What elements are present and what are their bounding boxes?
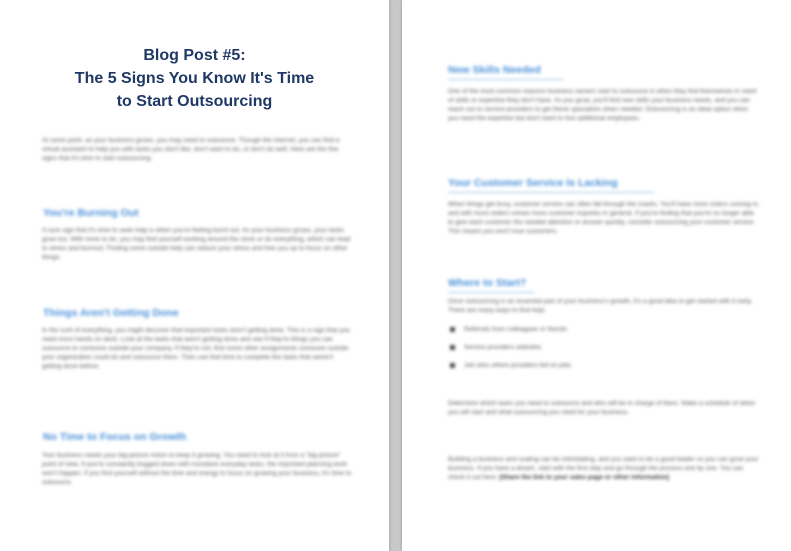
document-page-left: [0, 0, 389, 551]
closing-link-placeholder: [Share the link to your sales page or other information]: [499, 474, 670, 481]
section-heading: New Skills Needed: [448, 64, 541, 76]
list-item: [448, 325, 760, 334]
heading-underline: [448, 192, 654, 193]
bullet-icon: [450, 363, 455, 368]
section-paragraph: One of the most common reasons business owners start to outsource is when they find themselves in need of skills or expertise they don't have. As you grow, you'll find new skills your business needs, and you can reach out to service providers to get these specialists when needed. Outsourcing is an ideal option when you need the expertise but don't want to hire additional employees.: [448, 88, 757, 122]
bullet-icon: [450, 327, 455, 332]
document-page-right: [402, 0, 791, 551]
section-paragraph: A sure sign that it's time to seek help is when you're feeling burnt out. As your business grows, your tasks grow too. With more to do, you may find yourself working around the clock or do everything, which can lead to stress and burnout. Finding some outside help can reduce your stress and free you up to focus on other things.: [42, 227, 351, 261]
section-heading: Where to Start?: [448, 277, 527, 289]
section-paragraph: In the rush of everything, you might discover that important tasks aren't getting done. This is a sign that you need more hands on deck. Look at the tasks that aren't getting done and see if they're things you can outsource to someone outside your company. If they're not, find some other assignments someone outside your organization could do and outsource them. Then use that time to complete the tasks that weren't getting done before.: [42, 327, 350, 370]
section-heading: You're Burning Out: [43, 207, 139, 219]
bullet-list: [448, 325, 760, 379]
bullet-icon: [450, 345, 455, 350]
closing-paragraph: [448, 455, 760, 482]
list-item-text: Job sites where providers bid on jobs: [464, 362, 571, 369]
title-line: The 5 Signs You Know It's Time: [74, 70, 315, 87]
page-title: [30, 44, 359, 113]
title-line: to Start Outsourcing: [116, 93, 273, 110]
section-paragraph: Your business needs your big-picture vision to keep it growing. You need to look at it from a "big picture" point of view. If you're constantly bogged down with mundane everyday tasks, the important planning work won't happen. If you find yourself without the time and energy to focus on growing your business, it's time to outsource.: [42, 452, 352, 486]
heading-underline: [448, 79, 564, 80]
intro-paragraph: At some point, as your business grows, you may need to outsource. Though the internet, you can find a virtual assistant to help you with tasks you don't like, don't want to do, or don't do well. Here are the five signs that it's time to start outsourcing.: [42, 137, 340, 162]
section-heading: No Time to Focus on Growth: [43, 431, 187, 443]
section-paragraph: When things get busy, customer service can often fall through the cracks. You'll have more orders coming in, and with more orders comes more customer inquiries in general. If you're finding that you're no longer able to give each customer the needed attention or answer quickly, consider outsourcing your customer service. This means you won't lose customers.: [448, 201, 760, 235]
list-item: [448, 361, 760, 370]
heading-underline: [448, 292, 534, 293]
list-item-text: Service providers websites: [464, 344, 542, 351]
title-line: Blog Post #5:: [143, 47, 246, 64]
section-heading: Your Customer Service Is Lacking: [448, 177, 618, 189]
section-heading: Things Aren't Getting Done: [43, 307, 179, 319]
section-paragraph: Once outsourcing is an essential part of your business's growth, it's a good idea to get started with it early. There are many ways to find help:: [448, 298, 753, 314]
closing-text: Building a business and scaling can be intimidating, and you want to be a good leader so you can grow your business. If you have a dream, start with the first step and go through the process one by one. You can check it out here:: [448, 456, 759, 481]
list-item-text: Referrals from colleagues or friends: [464, 326, 567, 333]
list-item: [448, 343, 760, 352]
section-paragraph: Determine which tasks you need to outsource and who will be in charge of them. Make a schedule of when you will start and what outsourcing you need for your business.: [448, 400, 756, 416]
